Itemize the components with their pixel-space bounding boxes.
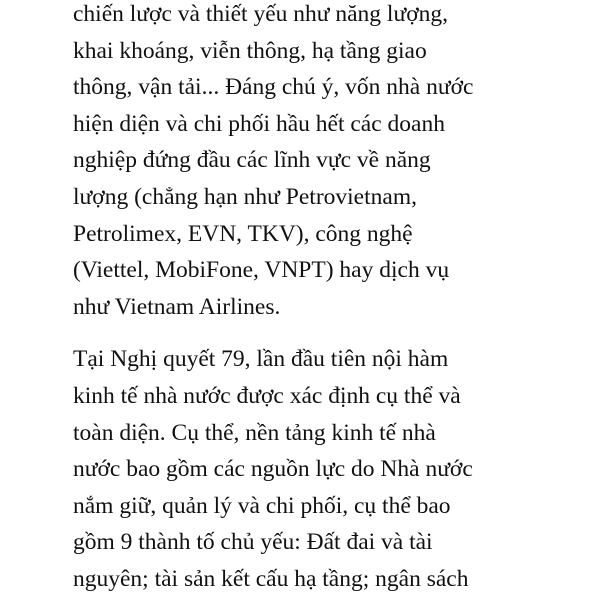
text-line: hiện diện và chi phối hầu hết các doanh	[73, 110, 445, 137]
text-line: kinh tế nhà nước được xác định cụ thể và	[73, 382, 461, 409]
text-line: nước bao gồm các nguồn lực do Nhà nước	[73, 456, 473, 483]
paragraph-2	[73, 341, 573, 597]
text-line: Petrolimex, EVN, TKV), công nghệ	[73, 220, 413, 247]
text-line: như Vietnam Airlines.	[73, 293, 281, 320]
text-line: chiến lược và thiết yếu như năng lượng,	[73, 1, 449, 27]
text-line: gồm 9 thành tố chủ yếu: Đất đai và tài	[73, 529, 433, 556]
text-line: khai khoáng, viễn thông, hạ tầng giao	[73, 37, 427, 64]
text-line: nguyên; tài sản kết cấu hạ tầng; ngân sách	[73, 565, 469, 592]
text-line: (Viettel, MobiFone, VNPT) hay dịch vụ	[73, 257, 450, 284]
text-line: toàn diện. Cụ thể, nền tảng kinh tế nhà	[73, 419, 436, 446]
text-line: thông, vận tải... Đáng chú ý, vốn nhà nước	[73, 74, 474, 101]
article-body	[73, 0, 573, 614]
paragraph-1	[73, 0, 573, 325]
text-line: lượng (chẳng hạn như Petrovietnam,	[73, 183, 417, 210]
text-line: nắm giữ, quản lý và chi phối, cụ thể bao	[73, 492, 451, 519]
text-line: nghiệp đứng đầu các lĩnh vực về năng	[73, 147, 431, 174]
text-line: Tại Nghị quyết 79, lần đầu tiên nội hàm	[73, 346, 449, 373]
